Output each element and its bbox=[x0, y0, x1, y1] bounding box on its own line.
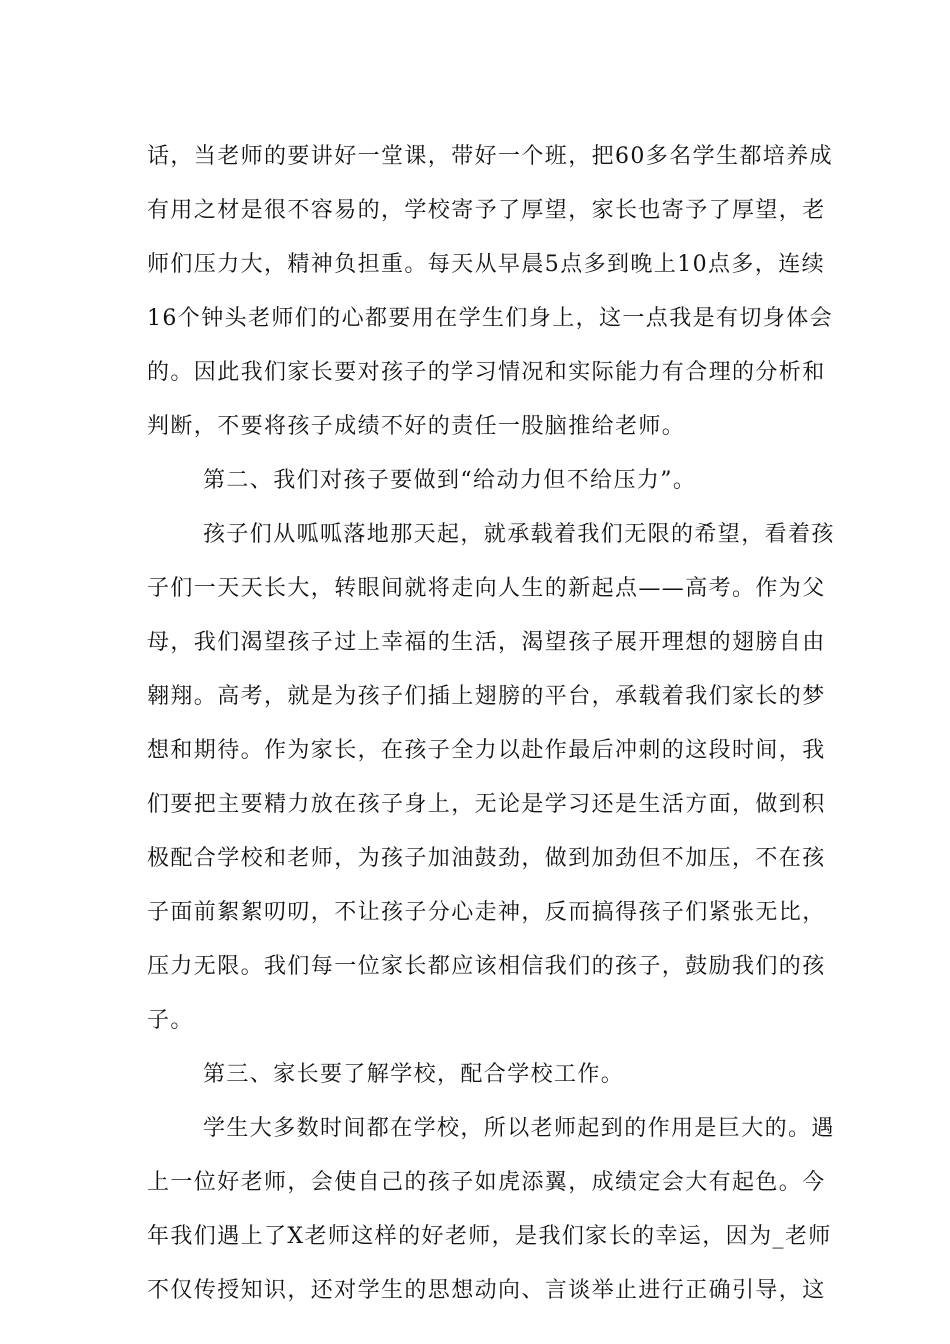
text-line: 判断，不要将孩子成绩不好的责任一股脑推给老师。 bbox=[147, 414, 686, 439]
text-line: 学生大多数时间都在学校，所以老师起到的作用是巨大的。遇 bbox=[203, 1116, 835, 1141]
text-line: 子们一天天长大，转眼间就将走向人生的新起点——高考。作为父 bbox=[147, 576, 826, 601]
text-line: 子。 bbox=[147, 1008, 194, 1033]
text-line: 有用之材是很不容易的，学校寄予了厚望，家长也寄予了厚望，老 bbox=[147, 198, 826, 223]
text-line: 们要把主要精力放在孩子身上，无论是学习还是生活方面，做到积 bbox=[147, 792, 826, 817]
text-line: 上一位好老师，会使自己的孩子如虎添翼，成绩定会大有起色。今 bbox=[147, 1170, 826, 1195]
text-line: 不仅传授知识，还对学生的思想动向、言谈举止进行正确引导，这 bbox=[147, 1278, 826, 1303]
text-line: 第三、家长要了解学校，配合学校工作。 bbox=[203, 1062, 625, 1087]
text-line: 话，当老师的要讲好一堂课，带好一个班，把60多名学生都培养成 bbox=[147, 144, 833, 169]
text-line: 想和期待。作为家长，在孩子全力以赴作最后冲刺的这段时间，我 bbox=[147, 738, 826, 763]
text-line: 翱翔。高考，就是为孩子们插上翅膀的平台，承载着我们家长的梦 bbox=[147, 684, 826, 709]
text-line: 孩子们从呱呱落地那天起，就承载着我们无限的希望，看着孩 bbox=[203, 522, 835, 547]
body-text bbox=[147, 130, 835, 1318]
text-line: 的。因此我们家长要对孩子的学习情况和实际能力有合理的分析和 bbox=[147, 360, 826, 385]
text-line: 极配合学校和老师，为孩子加油鼓劲，做到加劲但不加压，不在孩 bbox=[147, 846, 826, 871]
text-line: 子面前絮絮叨叨，不让孩子分心走神，反而搞得孩子们紧张无比， bbox=[147, 900, 826, 925]
text-line: 第二、我们对孩子要做到“给动力但不给压力”。 bbox=[203, 468, 697, 493]
text-line: 年我们遇上了X老师这样的好老师，是我们家长的幸运，因为_老师 bbox=[147, 1224, 832, 1249]
text-line: 压力无限。我们每一位家长都应该相信我们的孩子，鼓励我们的孩 bbox=[147, 954, 826, 979]
text-line: 16个钟头老师们的心都要用在学生们身上，这一点我是有切身体会 bbox=[147, 306, 833, 331]
text-line: 师们压力大，精神负担重。每天从早晨5点多到晚上10点多，连续 bbox=[147, 252, 825, 277]
text-line: 母，我们渴望孩子过上幸福的生活，渴望孩子展开理想的翅膀自由 bbox=[147, 630, 826, 655]
